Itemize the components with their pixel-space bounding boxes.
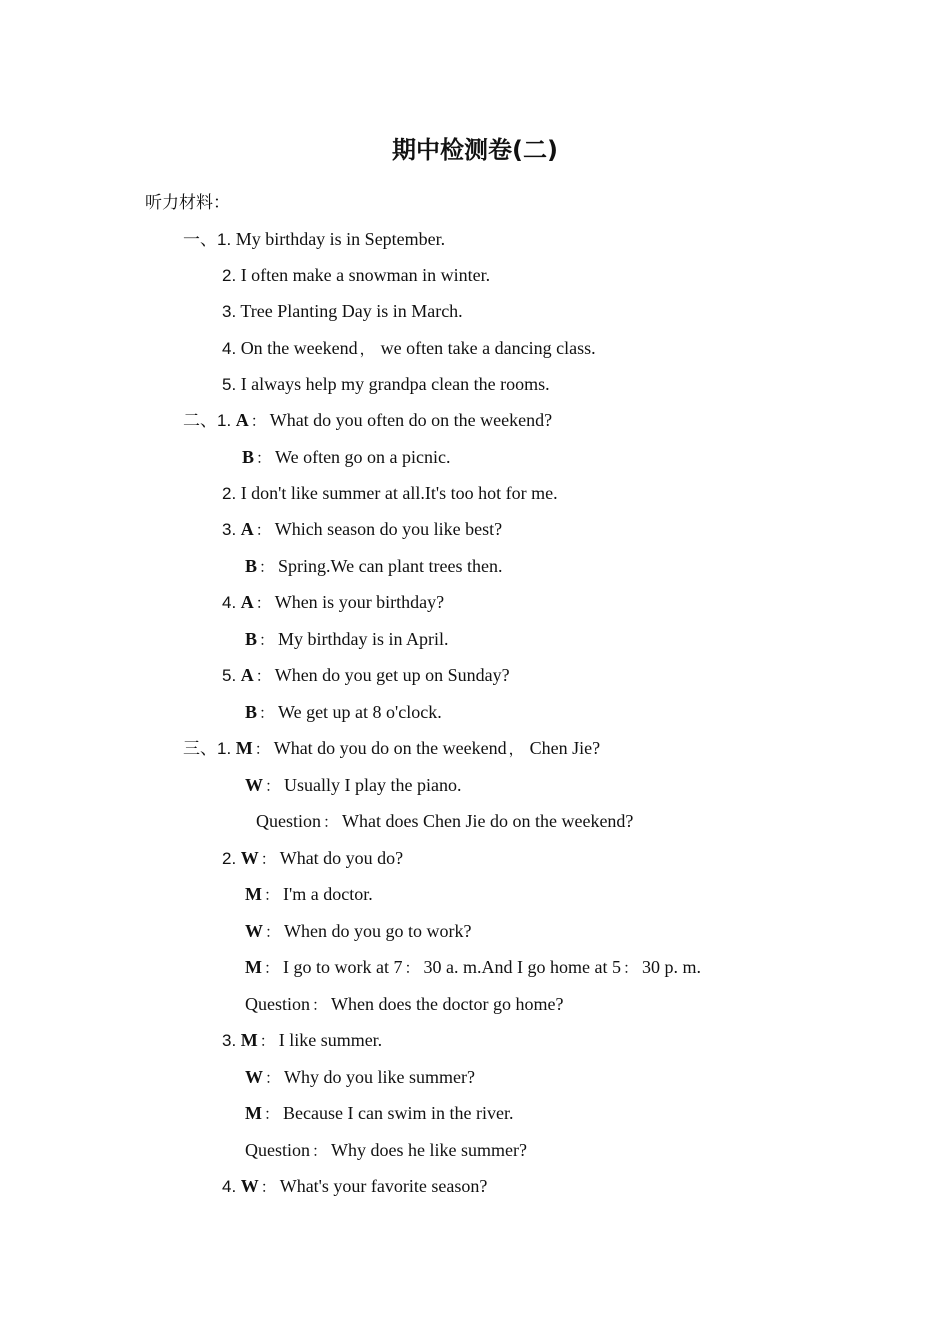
s2-item-2: 2. I don't like summer at all.It's too hot for me. (222, 483, 558, 503)
s1-item-5: 5. I always help my grandpa clean the rooms. (222, 374, 550, 394)
s3-q1-question: Question ： What does Chen Jie do on the weekend? (256, 811, 634, 831)
listening-material-heading: 听力材料： (145, 193, 230, 213)
s3-q2-question: Question ： When does the doctor go home? (245, 994, 564, 1014)
s3-q3-line-1: 3. M ： I like summer. (222, 1030, 383, 1050)
s3-q2-line-4: M ： I go to work at 7 ： 30 a. m.And I go home at 5 ： 30 p. m. (245, 957, 702, 977)
s3-q1-w: W ： Usually I play the piano. (245, 775, 462, 795)
s3-q2-line-1: 2. W ： What do you do? (222, 848, 404, 868)
s2-item-4-a: 4. A ： When is your birthday? (222, 592, 445, 612)
s3-q3-line-2: W ： Why do you like summer? (245, 1067, 475, 1087)
s2-item-1-b: B ： We often go on a picnic. (242, 447, 451, 467)
s3-q3-line-3: M ： Because I can swim in the river. (245, 1103, 514, 1123)
s2-label: 二、 (183, 411, 217, 431)
s1-item-4: 4. On the weekend ， we often take a dancing class. (222, 338, 596, 358)
s2-item-4-b: B ： My birthday is in April. (245, 629, 449, 649)
s2-item-5-a: 5. A ： When do you get up on Sunday? (222, 665, 510, 685)
s2-item-3-b: B ： Spring.We can plant trees then. (245, 556, 503, 576)
s3-q4-line-1: 4. W ： What's your favorite season? (222, 1176, 488, 1196)
s3-q3-question: Question ： Why does he like summer? (245, 1140, 527, 1160)
s3-q2-line-2: M ： I'm a doctor. (245, 884, 373, 904)
s2-item-5-b: B ： We get up at 8 o'clock. (245, 702, 442, 722)
s3-label: 三、 (183, 739, 217, 759)
s3-q2-line-3: W ： When do you go to work? (245, 921, 472, 941)
page-title: 期中检测卷(二) (392, 136, 558, 164)
s2-item-3-a: 3. A ： Which season do you like best? (222, 519, 503, 539)
s1-item-2: 2. I often make a snowman in winter. (222, 265, 491, 285)
s2-item-1-a: 二、1. A ： What do you often do on the weekend? (183, 410, 553, 431)
s3-q1-m: 三、1. M ： What do you do on the weekend ， Chen Jie? (183, 738, 601, 759)
s1-label: 一、 (183, 230, 217, 250)
s1-item-1: 一、1. My birthday is in September. (183, 229, 446, 250)
s1-item-3: 3. Tree Planting Day is in March. (222, 301, 463, 321)
